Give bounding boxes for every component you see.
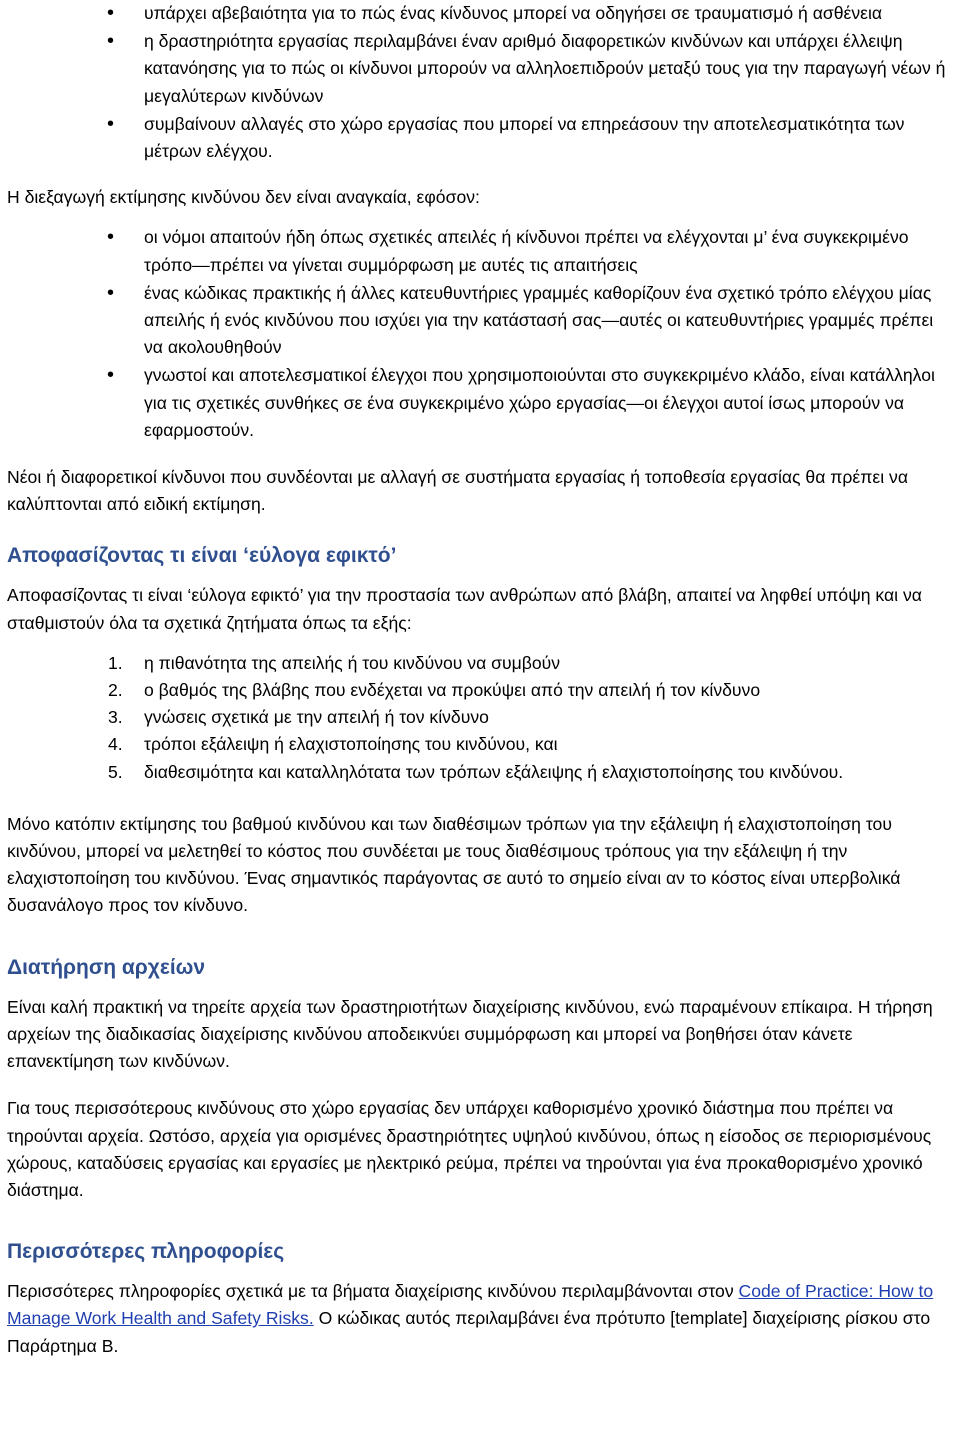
- bullet-list-conditions: [7, 0, 954, 165]
- list-item: • ένας κώδικας πρακτικής ή άλλες κατευθυντήριες γραμμές καθορίζουν ένα σχετικό τρόπο ελέγχου μίας απειλής ή ενός κινδύνου που ισχύει για την κατάστασή σας—αυτές οι κατευθυντήριες γραμμές πρέπει να ακολουθηθούν: [7, 280, 954, 362]
- more-info-paragraph: [7, 1278, 954, 1360]
- not-needed-intro: Η διεξαγωγή εκτίμησης κινδύνου δεν είναι αναγκαία, εφόσον:: [7, 187, 480, 208]
- list-item: • η δραστηριότητα εργασίας περιλαμβάνει έναν αριθμό διαφορετικών κινδύνων και υπάρχει έλλειψη κατανόησης για το πώς οι κίνδυνοι μπορούν να αλληλοεπιδρούν μεταξύ τους για την παραγωγή νέων ή μεγαλύτερων κινδύνων: [7, 28, 954, 110]
- more-info-text-before: Περισσότερες πληροφορίες σχετικά με τα βήματα διαχείρισης κινδύνου περιλαμβάνονται στον: [7, 1281, 739, 1302]
- list-item: • γνωστοί και αποτελεσματικοί έλεγχοι που χρησιμοποιούνται στο συγκεκριμένο κλάδο, είναι κατάλληλοι για τις σχετικές συνθήκες σε ένα συγκεκριμένο χώρο εργασίας—οι έλεγχοι αυτοί ίσως μπορούν να εφαρμοστούν.: [7, 362, 954, 444]
- list-item: [7, 677, 954, 704]
- list-text: διαθεσιμότητα και καταλληλότατα των τρόπων εξάλειψης ή ελαχιστοποίησης του κινδύνου.: [144, 761, 844, 782]
- records-paragraph-2: Για τους περισσότερους κινδύνους στο χώρο εργασίας δεν υπάρχει καθορισμένο χρονικό διάστημα που πρέπει να τηρούνται αρχεία. Ωστόσο, αρχεία για ορισμένες δραστηριότητες υψηλού κινδύνου, όπως η είσοδος σε περιορισμένους χώρους, καταδύσεις εργασίας και εργασίες με ηλεκτρικό ρεύμα, πρέπει να τηρούνται για ένα προκαθορισμένο χρονικό διάστημα.: [7, 1098, 932, 1200]
- list-item: • υπάρχει αβεβαιότητα για το πώς ένας κίνδυνος μπορεί να οδηγήσει σε τραυματισμό ή ασθένεια: [7, 0, 954, 27]
- list-number: 4.: [108, 734, 123, 755]
- reasonable-closing: Μόνο κατόπιν εκτίμησης του βαθμού κινδύνου και των διαθέσιμων τρόπων για την εξάλειψη ή ελαχιστοποίηση του κινδύνου, μπορεί να μελετηθεί το κόστος που συνδέεται με τους διαθέσιμους τρόπους για την εξάλειψη ή την ελαχιστοποίηση του κινδύνου. Ένας σημαντικός παράγοντας σε αυτό το σημείο είναι αν το κόστος είναι υπερβολικά δυσανάλογο προς τον κίνδυνο.: [7, 813, 901, 916]
- records-paragraph-1: Είναι καλή πρακτική να τηρείτε αρχεία των δραστηριοτήτων διαχείρισης κινδύνου, ενώ παραμένουν επίκαιρα. Η τήρηση αρχείων της διαδικασίας διαχείρισης κινδύνου αποδεικνύει συμμόρφωση και μπορεί να βοηθήσει όταν κάνετε επανεκτίμηση των κινδύνων.: [7, 996, 933, 1072]
- list-item: [7, 731, 954, 758]
- new-hazards-paragraph: Νέοι ή διαφορετικοί κίνδυνοι που συνδέονται με αλλαγή σε συστήματα εργασίας ή τοποθεσία εργασίας θα πρέπει να καλύπτονται από ειδική εκτίμηση.: [7, 467, 909, 515]
- list-item: [7, 704, 954, 731]
- list-number: 5.: [108, 761, 123, 782]
- list-item: • συμβαίνουν αλλαγές στο χώρο εργασίας που μπορεί να επηρεάσουν την αποτελεσματικότητα των μέτρων ελέγχου.: [7, 111, 954, 165]
- list-text: η πιθανότητα της απειλής ή του κινδύνου να συμβούν: [144, 652, 561, 673]
- bullet-list-not-needed: [7, 224, 954, 444]
- list-text: ο βαθμός της βλάβης που ενδέχεται να προκύψει από την απειλή ή τον κίνδυνο: [144, 680, 761, 701]
- section-heading-reasonable: Αποφασίζοντας τι είναι ‘εύλογα εφικτό’: [7, 544, 397, 568]
- list-number: 1.: [108, 652, 123, 673]
- list-item: [7, 650, 954, 677]
- numbered-list-factors: [7, 650, 954, 786]
- list-number: 3.: [108, 707, 123, 728]
- section-heading-more-info: Περισσότερες πληροφορίες: [7, 1240, 285, 1264]
- section-heading-records: Διατήρηση αρχείων: [7, 955, 206, 979]
- reasonable-intro: Αποφασίζοντας τι είναι ‘εύλογα εφικτό’ για την προστασία των ανθρώπων από βλάβη, απαιτεί να ληφθεί υπόψη και να σταθμιστούν όλα τα σχετικά ζητήματα όπως τα εξής:: [7, 585, 922, 633]
- list-item: [7, 759, 954, 786]
- more-info-text-after: Ο κώδικας αυτός περιλαμβάνει ένα πρότυπο [template] διαχείρισης ρίσκου στο Παράρτημα Β.: [7, 1308, 931, 1356]
- list-text: τρόποι εξάλειψη ή ελαχιστοποίησης του κινδύνου, και: [144, 734, 558, 755]
- list-item: • οι νόμοι απαιτούν ήδη όπως σχετικές απειλές ή κίνδυνοι πρέπει να ελέγχονται μ’ ένα συγκεκριμένο τρόπο—πρέπει να γίνεται συμμόρφωση με αυτές τις απαιτήσεις: [7, 224, 954, 278]
- code-of-practice-link[interactable]: Code of Practice: How to Manage Work Health and Safety Risks.: [7, 1281, 934, 1329]
- list-number: 2.: [108, 680, 123, 701]
- list-text: γνώσεις σχετικά με την απειλή ή τον κίνδυνο: [144, 707, 489, 728]
